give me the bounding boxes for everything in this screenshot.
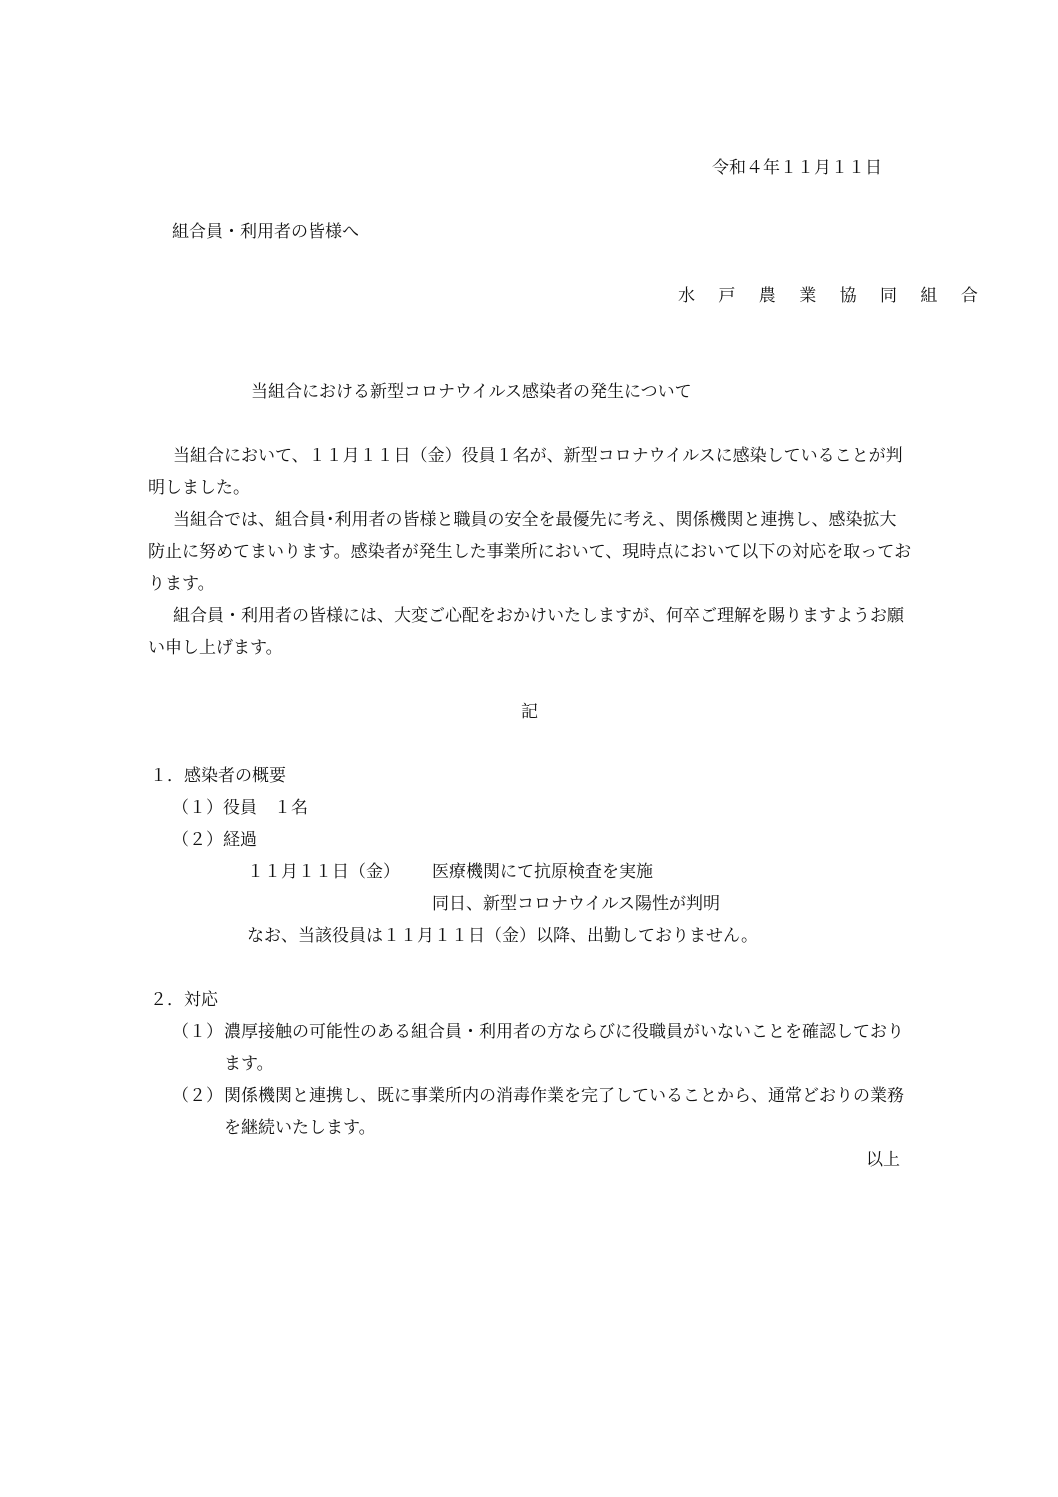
section-heading: ２．対応 <box>150 990 218 1010</box>
event-description: 医療機関にて抗原検査を実施 <box>432 862 653 882</box>
item-text: 関係機関と連携し、既に事業所内の消毒作業を完了していることから、通常どおりの業務を継続いたします。 <box>224 1086 904 1138</box>
body-paragraph: 当組合では、組合員･利用者の皆様と職員の安全を最優先に考え、関係機関と連携し、感染拡大防止に努めてまいります。感染者が発生した事業所において、現時点において以下の対応を取っております。 <box>148 510 912 594</box>
event-date: １１月１１日（金） <box>247 862 400 882</box>
document-title: 当組合における新型コロナウイルス感染者の発生について <box>251 382 692 402</box>
addressee: 組合員・利用者の皆様へ <box>172 222 359 242</box>
body-paragraph: 組合員・利用者の皆様には、大変ご心配をおかけいたしますが、何卒ご理解を賜りますようお願い申し上げます。 <box>148 606 904 658</box>
closing-mark: 以上 <box>866 1150 900 1170</box>
document-date: 令和４年１１月１１日 <box>712 158 882 178</box>
organization-name: 水 戸 農 業 協 同 組 合 <box>678 286 987 306</box>
event-description: 同日、新型コロナウイルス陽性が判明 <box>432 894 720 914</box>
ki-marker: 記 <box>521 702 538 722</box>
item-number: （１） <box>172 1022 223 1042</box>
section-item: （２）経過 <box>172 830 257 850</box>
item-text: 濃厚接触の可能性のある組合員・利用者の方ならびに役職員がいないことを確認しております。 <box>224 1022 904 1074</box>
body-paragraph: 当組合において、１１月１１日（金）役員１名が、新型コロナウイルスに感染していることが判明しました。 <box>148 446 903 498</box>
section-heading: １．感染者の概要 <box>150 766 286 786</box>
response-item <box>172 1016 914 1080</box>
response-item <box>172 1080 914 1144</box>
section-note: なお、当該役員は１１月１１日（金）以降、出勤しておりません。 <box>247 926 759 946</box>
section-item: （１）役員 １名 <box>172 798 308 818</box>
item-number: （２） <box>172 1086 223 1106</box>
